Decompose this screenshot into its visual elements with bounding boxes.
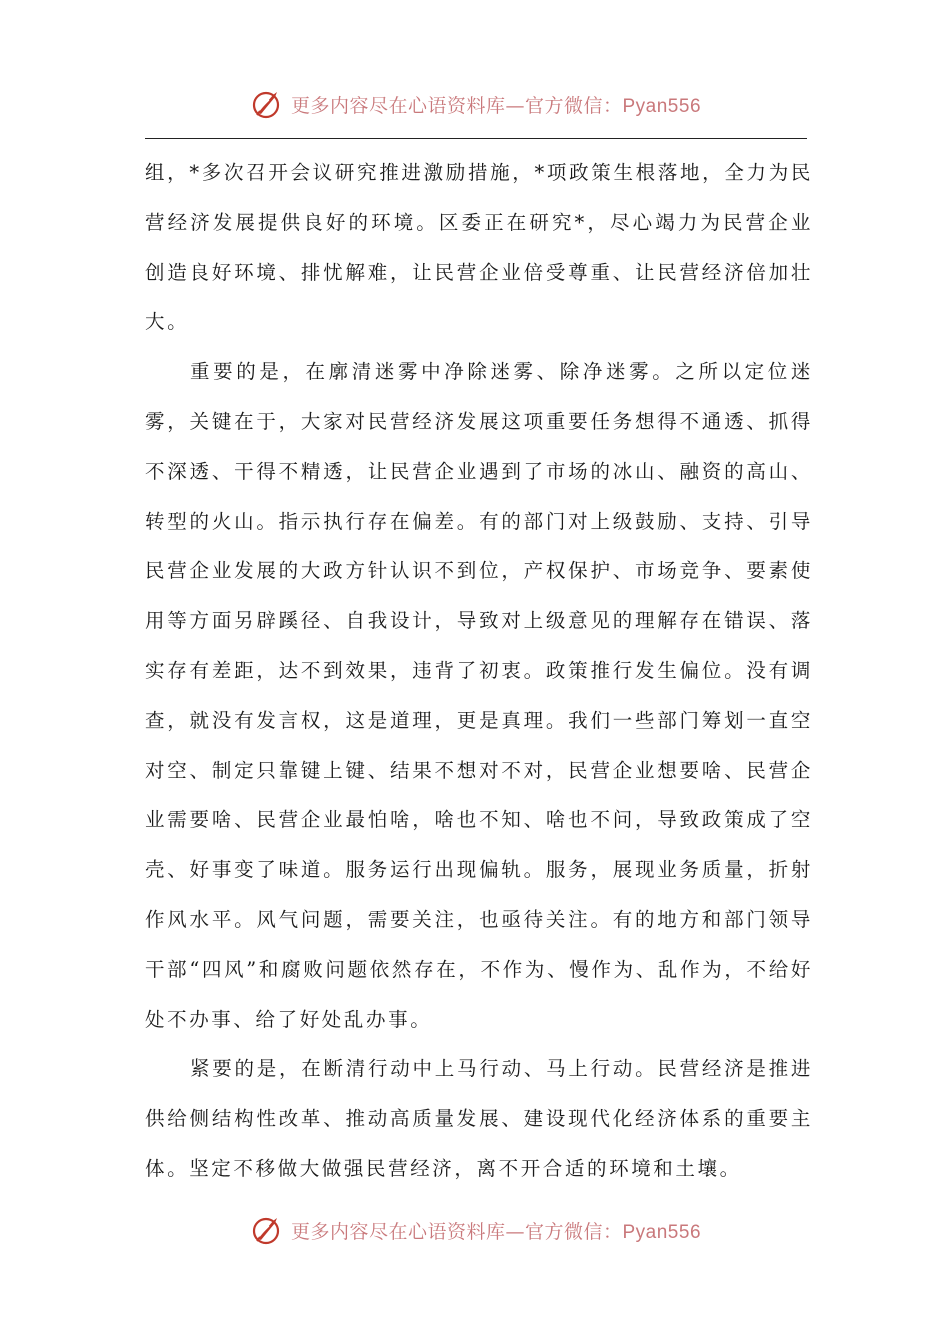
header-brand-id: Pyan556 [622,95,702,117]
page-footer [0,1208,950,1252]
page-header [0,82,950,126]
header-brand-text: 更多内容尽在心语资料库—官方微信：Pyan556 [290,94,702,117]
header-divider [145,138,807,139]
footer-brand-id: Pyan556 [622,1221,702,1243]
document-body [145,148,813,1194]
quill-pen-circle-icon [249,86,285,122]
quill-pen-circle-icon [249,1212,285,1248]
footer-brand-text: 更多内容尽在心语资料库—官方微信：Pyan556 [290,1220,702,1243]
paragraph-2: 重要的是，在廓清迷雾中净除迷雾、除净迷雾。之所以定位迷雾，关键在于，大家对民营经济发展这项重要任务想得不通透、抓得不深透、干得不精透，让民营企业遇到了市场的冰山、融资的高山、转型的火山。指示执行存在偏差。有的部门对上级鼓励、支持、引导民营企业发展的大政方针认识不到位，产权保护、市场竞争、要素使用等方面另辟蹊径、自我设计，导致对上级意见的理解存在错误、落实存有差距，达不到效果，违背了初衷。政策推行发生偏位。没有调查，就没有发言权，这是道理，更是真理。我们一些部门筹划一直空对空、制定只靠键上键、结果不想对不对，民营企业想要啥、民营企业需要啥、民营企业最怕啥，啥也不知、啥也不问，导致政策成了空壳、好事变了味道。服务运行出现偏轨。服务，展现业务质量，折射作风水平。风气问题，需要关注，也亟待关注。有的地方和部门领导干部“四风”和腐败问题依然存在，不作为、慢作为、乱作为，不给好处不办事、给了好处乱办事。 [145,360,813,1031]
paragraph-3: 紧要的是，在断清行动中上马行动、马上行动。民营经济是推进供给侧结构性改革、推动高质量发展、建设现代化经济体系的重要主体。坚定不移做大做强民营经济，离不开合适的环境和土壤。 [145,1057,813,1180]
paragraph-1: 组，*多次召开会议研究推进激励措施，*项政策生根落地，全力为民营经济发展提供良好的环境。区委正在研究*，尽心竭力为民营企业创造良好环境、排忧解难，让民营企业倍受尊重、让民营经济倍加壮大。 [145,161,813,334]
